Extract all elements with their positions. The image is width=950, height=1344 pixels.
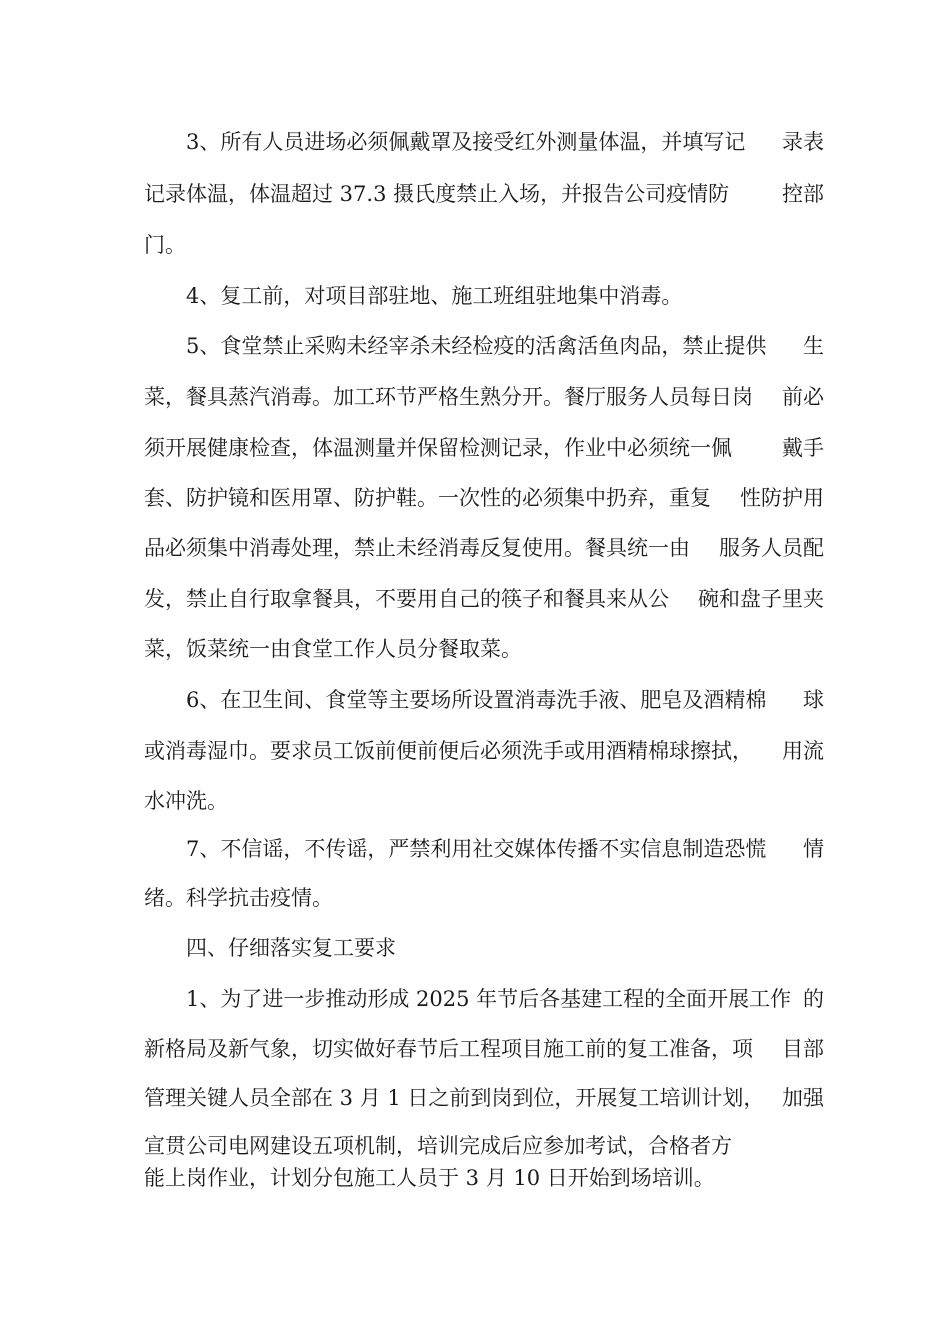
- paragraph-6-line-1: [186, 685, 824, 715]
- text-segment: 套、防护镜和医用罩、防护鞋。一次性的必须集中扔弃，重复: [144, 486, 711, 510]
- text-segment: 目部: [782, 1037, 824, 1061]
- section-item-1-line-3: [144, 1083, 824, 1113]
- text-segment: 录表: [782, 130, 824, 154]
- paragraph-7-line-1: [186, 834, 824, 864]
- text-segment: 门。: [144, 233, 186, 257]
- text-segment: 宣贯公司电网建设五项机制，培训完成后应参加考试，合格者方: [144, 1134, 732, 1158]
- heading-text: 四、仔细落实复工要求: [186, 936, 396, 960]
- text-segment: 服务人员配: [719, 536, 824, 560]
- paragraph-7-line-2: [144, 883, 824, 913]
- paragraph-6-line-2: [144, 736, 824, 766]
- text-segment: 记录体温，体温超过 37.3 摄氏度禁止入场，并报告公司疫情防: [144, 182, 730, 206]
- text-segment: 碗和盘子里夹: [698, 587, 824, 611]
- text-segment: 的: [803, 987, 824, 1011]
- text-segment: 4、复工前，对项目部驻地、施工班组驻地集中消毒。: [186, 284, 683, 308]
- paragraph-5-line-5: [144, 533, 824, 563]
- text-segment: 7、不信谣，不传谣，严禁利用社交媒体传播不实信息制造恐慌: [186, 837, 767, 861]
- text-segment: 球: [803, 688, 824, 712]
- text-segment: 须开展健康检查，体温测量并保留检测记录，作业中必须统一佩: [144, 436, 732, 460]
- paragraph-5-line-6: [144, 584, 824, 614]
- text-segment: 管理关键人员全部在 3 月 1 日之前到岗到位，开展复工培训计划，: [144, 1086, 765, 1110]
- text-segment: 6、在卫生间、食堂等主要场所设置消毒洗手液、肥皂及酒精棉: [186, 688, 767, 712]
- paragraph-3-line-3: [144, 230, 824, 260]
- paragraph-6-line-3: [144, 786, 824, 816]
- text-segment: 加强: [782, 1086, 824, 1110]
- text-segment: 或消毒湿巾。要求员工饭前便前便后必须洗手或用酒精棉球擦拭，: [144, 739, 753, 763]
- paragraph-5-line-3: [144, 433, 824, 463]
- paragraph-4-line-1: [186, 281, 824, 311]
- section-item-1-line-2: [144, 1034, 824, 1064]
- paragraph-5-line-2: [144, 382, 824, 412]
- text-segment: 菜，饭菜统一由食堂工作人员分餐取菜。: [144, 637, 522, 661]
- text-segment: 戴手: [782, 436, 824, 460]
- paragraph-5-line-4: [144, 483, 824, 513]
- text-segment: 情: [803, 837, 824, 861]
- section-item-1-line-5: [144, 1163, 824, 1193]
- text-segment: 5、食堂禁止采购未经宰杀未经检疫的活禽活鱼肉品，禁止提供: [186, 334, 767, 358]
- text-segment: 前必: [782, 385, 824, 409]
- text-segment: 3、所有人员进场必须佩戴罩及接受红外测量体温，并填写记: [186, 130, 746, 154]
- text-segment: 控部: [782, 182, 824, 206]
- section-item-1-line-4: [144, 1131, 824, 1161]
- text-segment: 菜，餐具蒸汽消毒。加工环节严格生熟分开。餐厅服务人员每日岗: [144, 385, 753, 409]
- text-segment: 绪。科学抗击疫情。: [144, 886, 333, 910]
- text-segment: 品必须集中消毒处理，禁止未经消毒反复使用。餐具统一由: [144, 536, 690, 560]
- paragraph-5-line-7: [144, 634, 824, 664]
- section-item-1-line-1: [186, 984, 824, 1014]
- text-segment: 发，禁止自行取拿餐具，不要用自己的筷子和餐具来从公: [144, 587, 669, 611]
- text-segment: 能上岗作业，计划分包施工人员于 3 月 10 日开始到场培训。: [144, 1166, 715, 1190]
- section-heading: [186, 933, 824, 963]
- text-segment: 性防护用: [740, 486, 824, 510]
- paragraph-3-line-2: [144, 179, 824, 209]
- text-segment: 水冲洗。: [144, 789, 228, 813]
- paragraph-5-line-1: [186, 331, 824, 361]
- paragraph-3-line-1: [186, 127, 824, 157]
- text-segment: 新格局及新气象，切实做好春节后工程项目施工前的复工准备，项: [144, 1037, 753, 1061]
- text-segment: 用流: [782, 739, 824, 763]
- text-segment: 1、为了进一步推动形成 2025 年节后各基建工程的全面开展工作: [186, 987, 792, 1011]
- text-segment: 生: [803, 334, 824, 358]
